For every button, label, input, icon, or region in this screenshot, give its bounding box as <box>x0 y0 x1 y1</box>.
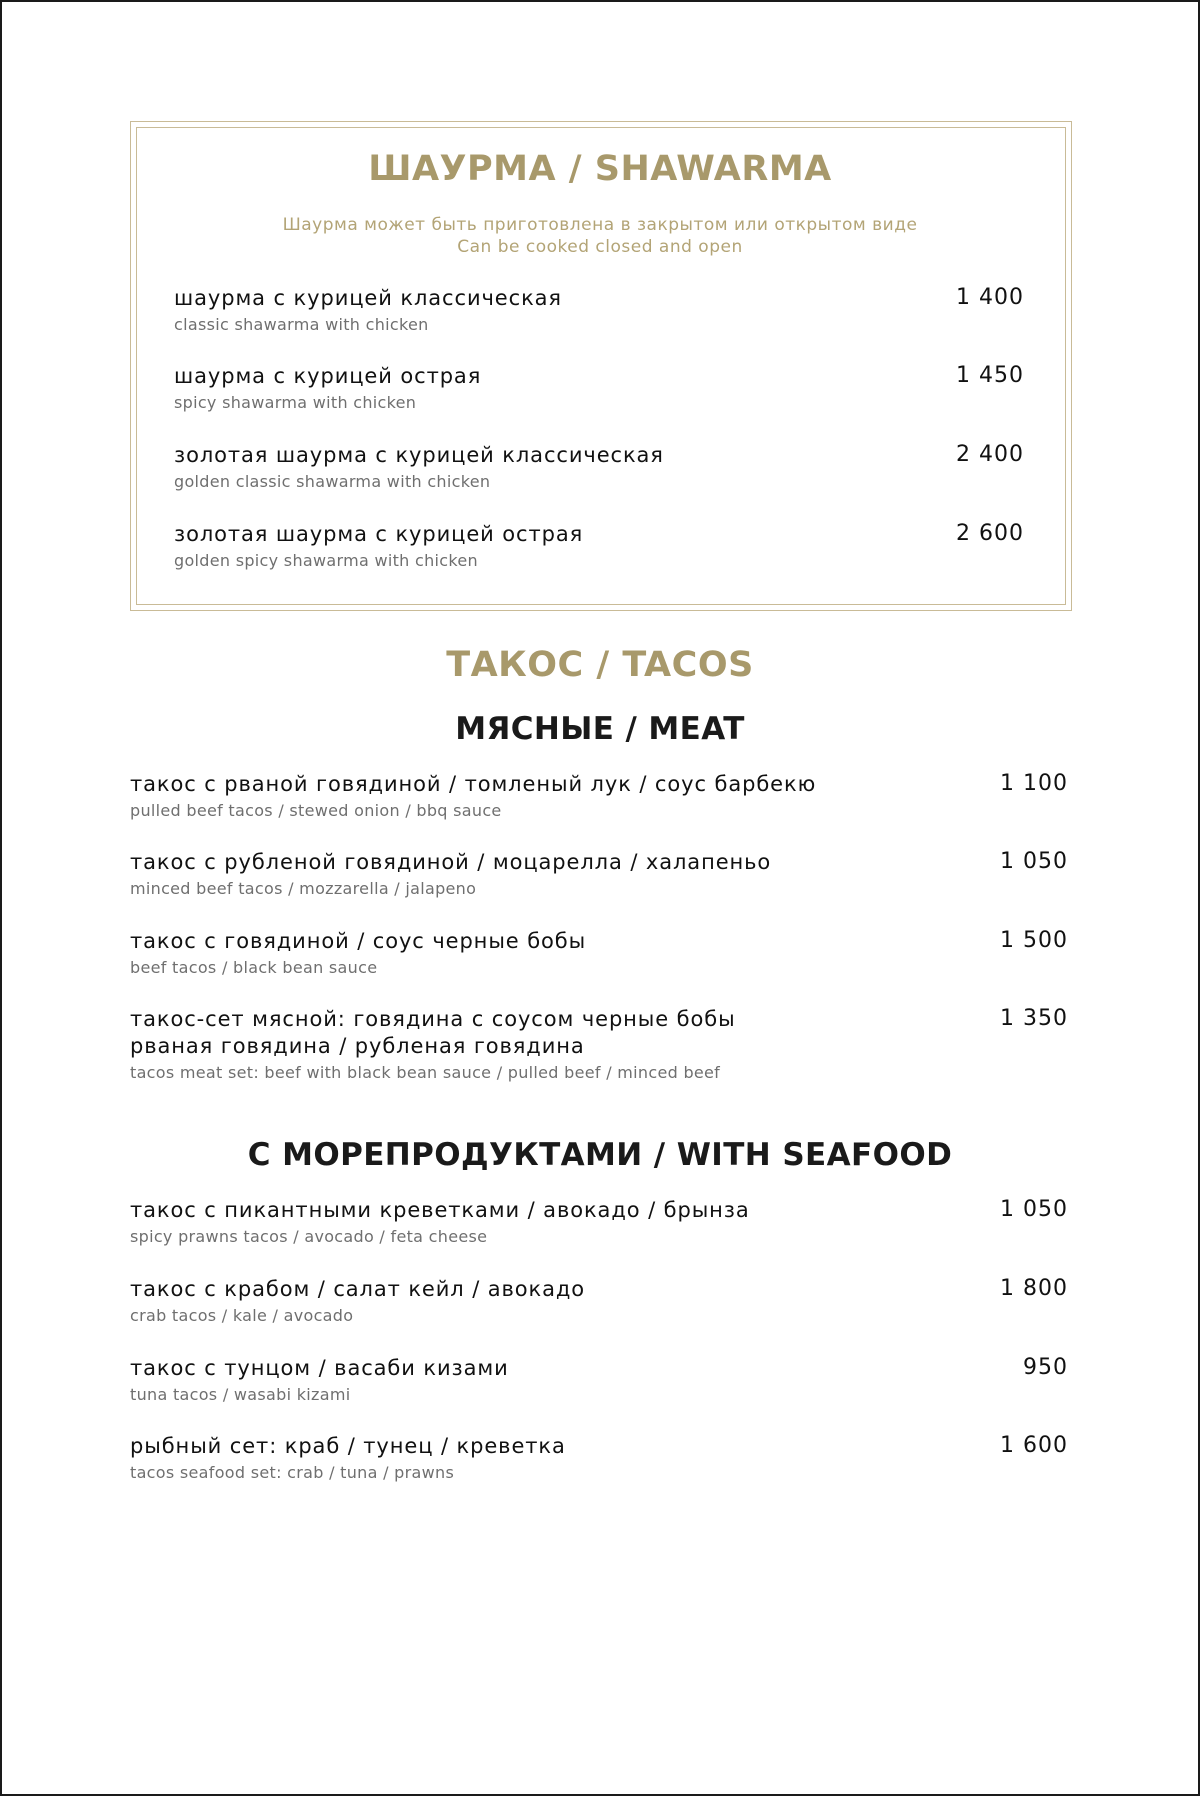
item-name-ru-line2: рваная говядина / рубленая говядина <box>130 1034 585 1058</box>
item-price: 1 100 <box>1000 771 1068 796</box>
item-name-ru: рыбный сет: краб / тунец / креветка <box>130 1434 566 1458</box>
item-name-en: tacos seafood set: crab / tuna / prawns <box>130 1463 455 1482</box>
item-name-ru: шаурма с курицей классическая <box>174 286 562 310</box>
item-name-en: spicy shawarma with chicken <box>174 393 417 412</box>
item-name-ru: такос с рубленой говядиной / моцарелла / халапеньо <box>130 850 772 874</box>
item-name-ru: такос с крабом / салат кейл / авокадо <box>130 1277 586 1301</box>
shawarma-note-en: Can be cooked closed and open <box>457 237 743 257</box>
item-name-ru: такос с пикантными креветками / авокадо / брынза <box>130 1198 750 1222</box>
item-price: 2 600 <box>956 521 1024 546</box>
shawarma-title: ШАУРМА / SHAWARMA <box>368 149 832 189</box>
menu-item <box>130 1197 750 1248</box>
menu-item <box>130 1433 566 1484</box>
item-name-en: tuna tacos / wasabi kizami <box>130 1385 351 1404</box>
item-price: 1 050 <box>1000 1197 1068 1222</box>
item-name-ru: такос с рваной говядиной / томленый лук / соус барбекю <box>130 772 817 796</box>
item-price: 1 050 <box>1000 849 1068 874</box>
item-name-ru: шаурма с курицей острая <box>174 364 482 388</box>
item-name-en: crab tacos / kale / avocado <box>130 1306 354 1325</box>
item-price: 950 <box>1023 1355 1068 1380</box>
menu-item <box>174 442 664 493</box>
item-price: 1 600 <box>1000 1433 1068 1458</box>
menu-item <box>130 1355 509 1406</box>
item-price: 1 350 <box>1000 1006 1068 1031</box>
shawarma-note-ru: Шаурма может быть приготовлена в закрытом или открытом виде <box>282 215 918 235</box>
item-name-ru: золотая шаурма с курицей классическая <box>174 443 664 467</box>
item-price: 2 400 <box>956 442 1024 467</box>
menu-item <box>130 928 586 979</box>
meat-section-title: МЯСНЫЕ / MEAT <box>455 711 745 747</box>
item-price: 1 400 <box>956 285 1024 310</box>
item-price: 1 800 <box>1000 1276 1068 1301</box>
item-name-en: classic shawarma with chicken <box>174 315 429 334</box>
item-name-en: pulled beef tacos / stewed onion / bbq sauce <box>130 801 502 820</box>
menu-item <box>130 1276 585 1327</box>
menu-item <box>130 1006 736 1084</box>
tacos-title: ТАКОС / TACOS <box>446 645 754 685</box>
item-name-en: minced beef tacos / mozzarella / jalapeno <box>130 879 477 898</box>
item-name-ru: золотая шаурма с курицей острая <box>174 522 584 546</box>
item-name-ru: такос с говядиной / соус черные бобы <box>130 929 587 953</box>
item-name-en: golden classic shawarma with chicken <box>174 472 491 491</box>
item-price: 1 450 <box>956 363 1024 388</box>
menu-item <box>130 771 816 822</box>
menu-item <box>174 363 481 414</box>
menu-item <box>130 849 771 900</box>
item-name-en: tacos meat set: beef with black bean sauce / pulled beef / minced beef <box>130 1063 721 1082</box>
item-name-en: golden spicy shawarma with chicken <box>174 551 478 570</box>
item-price: 1 500 <box>1000 928 1068 953</box>
menu-item <box>174 285 562 336</box>
item-name-ru: такос с тунцом / васаби кизами <box>130 1356 509 1380</box>
item-name-en: spicy prawns tacos / avocado / feta cheese <box>130 1227 488 1246</box>
seafood-section-title: С МОРЕПРОДУКТАМИ / WITH SEAFOOD <box>247 1137 953 1173</box>
item-name-ru: такос-сет мясной: говядина с соусом черные бобы <box>130 1007 736 1031</box>
menu-item <box>174 521 583 572</box>
item-name-en: beef tacos / black bean sauce <box>130 958 378 977</box>
